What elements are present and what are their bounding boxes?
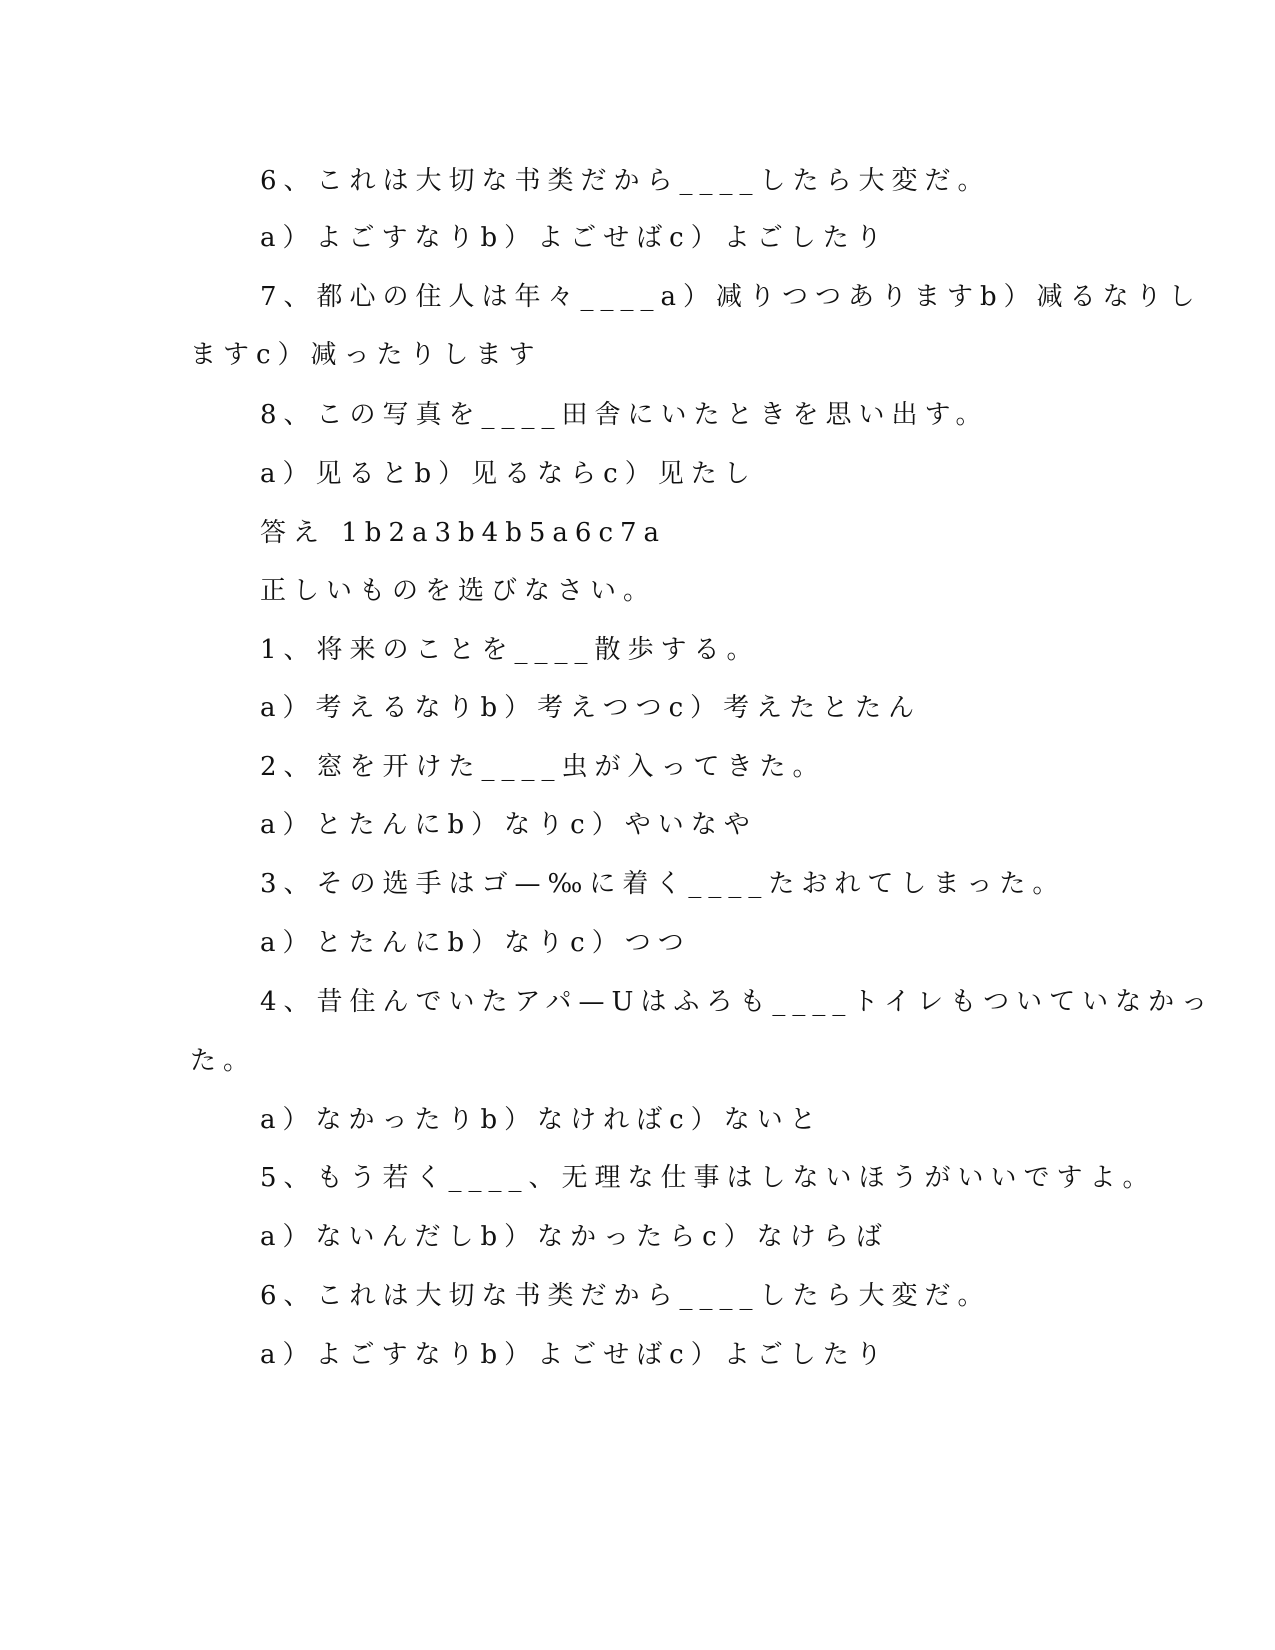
question-1: 1、将来のことを____散歩する。 (260, 635, 760, 665)
options-8: a）见るとb）见るならc）见たし (260, 459, 757, 489)
question-2: 2、窓を开けた____虫が入ってきた。 (260, 752, 826, 782)
answer-key: 答え 1b2a3b4b5a6c7a (260, 518, 667, 548)
options-5: a）ないんだしb）なかったらc）なけらば (260, 1222, 889, 1252)
options-6-repeat: a）よごすなりb）よごせばc）よごしたり (260, 1340, 889, 1370)
options-4: a）なかったりb）なければc）ないと (260, 1105, 823, 1135)
options-6: a）よごすなりb）よごせばc）よごしたり (260, 223, 889, 253)
question-7: 7、都心の住人は年々____a）减りつつありますb）减るなりし (260, 282, 1202, 312)
question-4-continuation: た。 (190, 1046, 257, 1076)
question-4: 4、昔住んでいたアパ—Uはふろも____トイレもついていなかっ (260, 987, 1215, 1017)
question-8: 8、この写真を____田舎にいたときを思い出す。 (260, 400, 989, 430)
section-instruction: 正しいものを选びなさい。 (260, 576, 657, 606)
options-2: a）とたんにb）なりc）やいなや (260, 810, 757, 840)
options-3: a）とたんにb）なりc）つつ (260, 928, 691, 958)
question-3: 3、その选手はゴ—‰に着く____たおれてしまった。 (260, 869, 1066, 899)
options-1: a）考えるなりb）考えつつc）考えたとたん (260, 693, 922, 723)
question-6: 6、これは大切な书类だから____したら大変だ。 (260, 166, 991, 196)
question-5: 5、もう若く____、无理な仕事はしないほうがいいですよ。 (260, 1163, 1156, 1193)
question-7-continuation: ますc）减ったりします (190, 340, 542, 370)
question-6-repeat: 6、これは大切な书类だから____したら大変だ。 (260, 1281, 991, 1311)
